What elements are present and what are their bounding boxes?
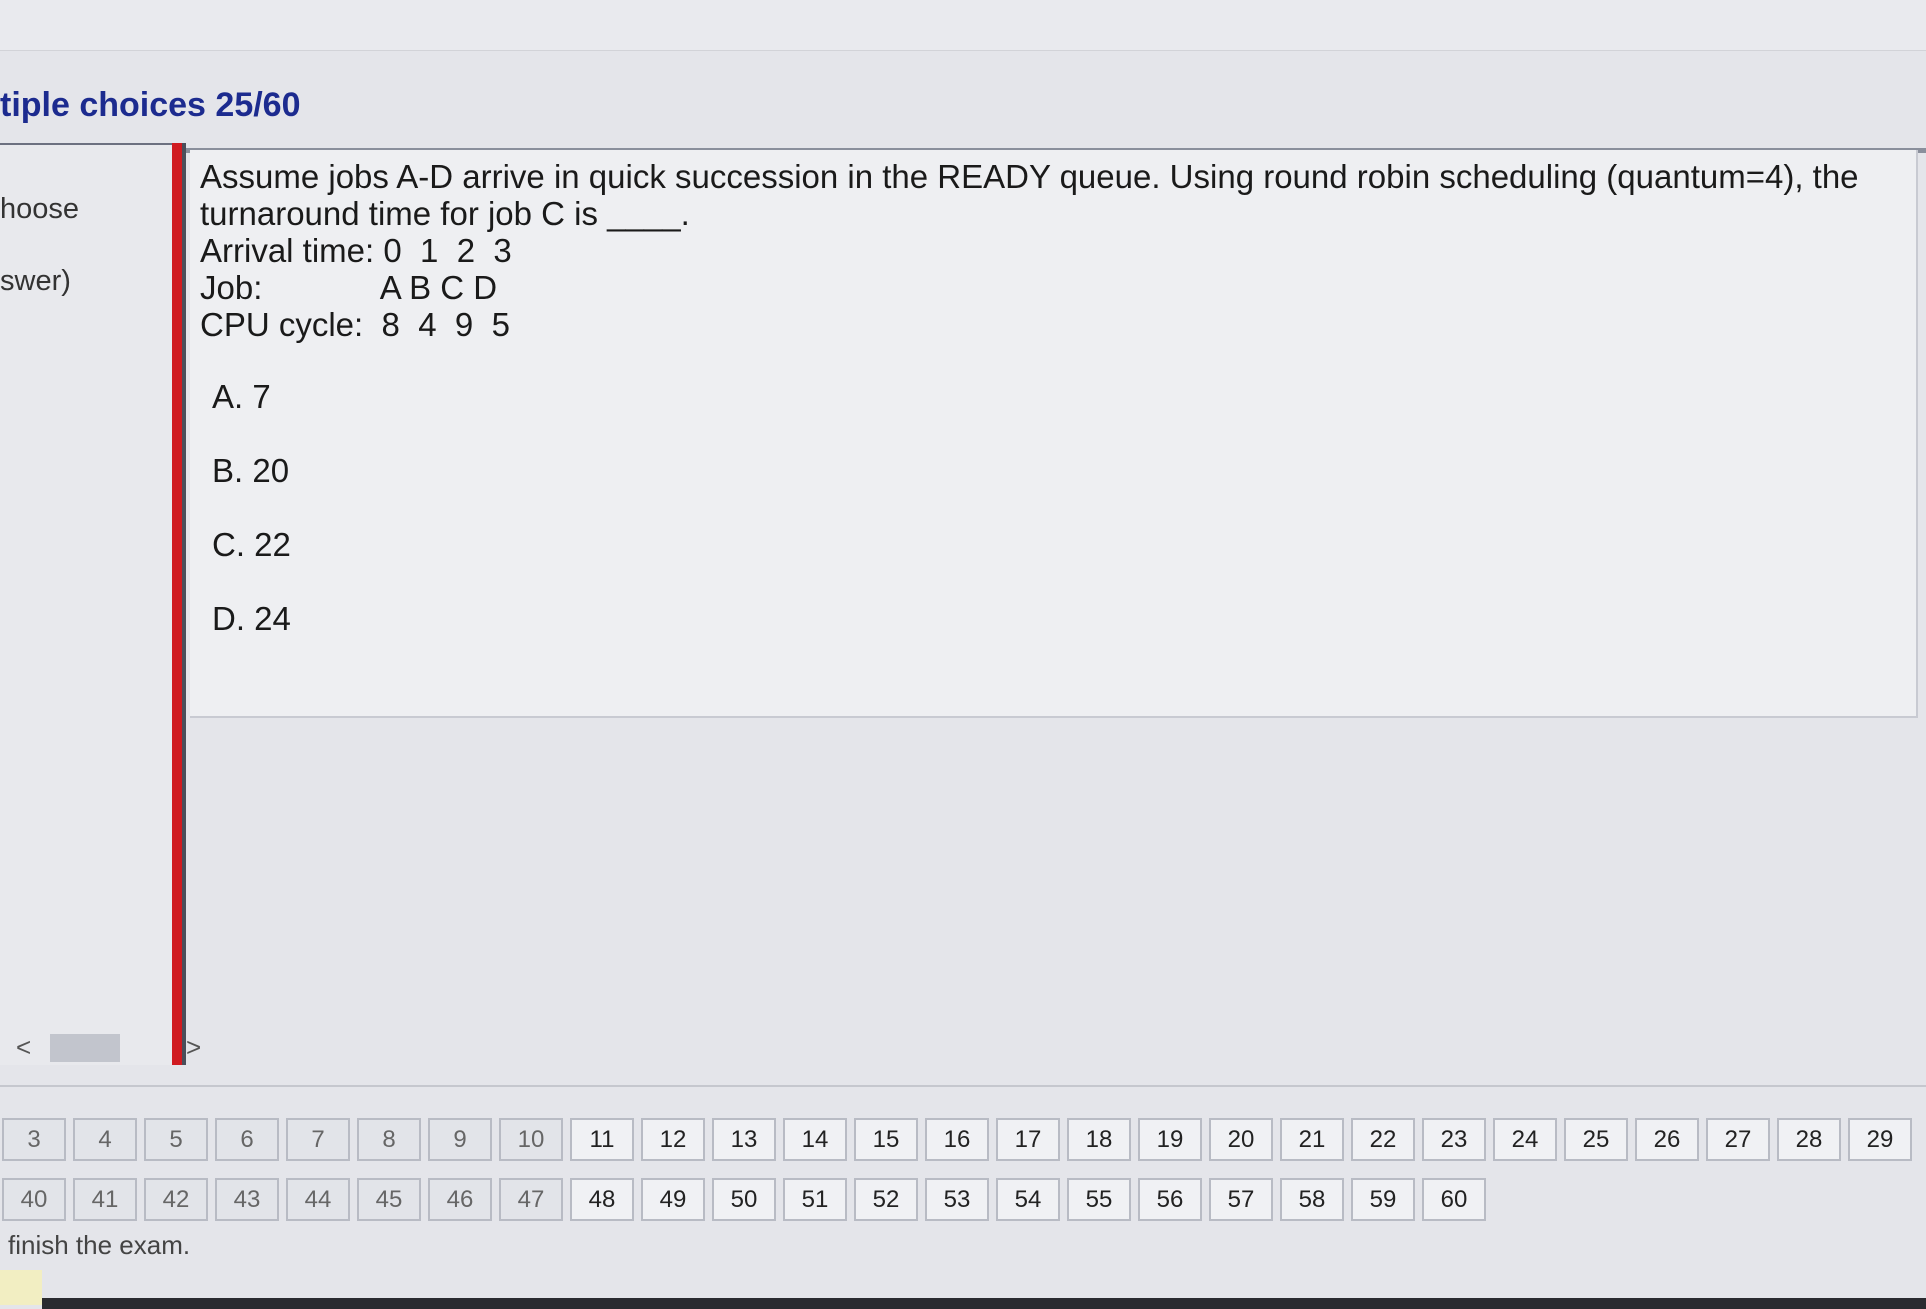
left-label-choose: hoose (0, 193, 80, 225)
question-nav-button[interactable]: 14 (783, 1118, 847, 1161)
question-nav-button[interactable]: 6 (215, 1118, 279, 1161)
question-nav-button[interactable]: 24 (1493, 1118, 1557, 1161)
question-nav-button[interactable]: 13 (712, 1118, 776, 1161)
question-nav-button[interactable]: 16 (925, 1118, 989, 1161)
question-nav-button[interactable]: 40 (2, 1178, 66, 1221)
question-nav-button[interactable]: 56 (1138, 1178, 1202, 1221)
question-nav-button[interactable]: 54 (996, 1178, 1060, 1221)
question-nav-button[interactable]: 57 (1209, 1178, 1273, 1221)
question-nav-button[interactable]: 44 (286, 1178, 350, 1221)
question-nav-button[interactable]: 49 (641, 1178, 705, 1221)
question-nav-button[interactable]: 52 (854, 1178, 918, 1221)
question-nav-button[interactable]: 19 (1138, 1118, 1202, 1161)
question-panel (190, 150, 1918, 718)
question-text: Assume jobs A-D arrive in quick succession in the READY queue. Using round robin scheduling (quantum=4), the turnaround time for job C is ____. (200, 158, 1859, 232)
question-nav-button[interactable]: 15 (854, 1118, 918, 1161)
question-nav-button[interactable]: 28 (1777, 1118, 1841, 1161)
question-nav-button[interactable]: 7 (286, 1118, 350, 1161)
question-nav-button[interactable]: 5 (144, 1118, 208, 1161)
question-nav-button[interactable]: 41 (73, 1178, 137, 1221)
question-nav-button[interactable]: 3 (2, 1118, 66, 1161)
option-d[interactable]: D. 24 (212, 600, 291, 637)
bottom-rule (0, 1085, 1926, 1087)
question-nav-button[interactable]: 10 (499, 1118, 563, 1161)
splitter-edge (182, 143, 186, 1065)
question-nav-button[interactable]: 47 (499, 1178, 563, 1221)
finish-exam-text: finish the exam. (8, 1230, 191, 1260)
question-nav-button[interactable]: 43 (215, 1178, 279, 1221)
question-nav-button[interactable]: 25 (1564, 1118, 1628, 1161)
question-nav-button[interactable]: 23 (1422, 1118, 1486, 1161)
question-nav-button[interactable]: 45 (357, 1178, 421, 1221)
question-nav-button[interactable]: 48 (570, 1178, 634, 1221)
arrival-time-line: Arrival time: 0 1 2 3 (200, 232, 512, 269)
question-nav-button[interactable]: 58 (1280, 1178, 1344, 1221)
question-nav-button[interactable]: 11 (570, 1118, 634, 1161)
question-nav-button[interactable]: 8 (357, 1118, 421, 1161)
panel-splitter[interactable] (172, 143, 182, 1065)
question-nav-button[interactable]: 50 (712, 1178, 776, 1221)
left-label-answer: swer) (0, 265, 71, 297)
scroll-right-arrow-icon[interactable]: > (186, 1032, 202, 1062)
status-indicator (0, 1270, 42, 1305)
question-nav-button[interactable]: 60 (1422, 1178, 1486, 1221)
option-a[interactable]: A. 7 (212, 378, 271, 415)
top-bar (0, 0, 1926, 51)
question-nav-button[interactable]: 18 (1067, 1118, 1131, 1161)
job-line: Job: A B C D (200, 269, 498, 306)
question-nav-button[interactable]: 51 (783, 1178, 847, 1221)
option-c[interactable]: C. 22 (212, 526, 291, 563)
question-nav-button[interactable]: 17 (996, 1118, 1060, 1161)
question-nav-button[interactable]: 53 (925, 1178, 989, 1221)
section-title: tiple choices 25/60 (0, 86, 301, 124)
question-nav-button[interactable]: 55 (1067, 1178, 1131, 1221)
bottom-edge (42, 1298, 1926, 1309)
question-nav-button[interactable]: 22 (1351, 1118, 1415, 1161)
option-b[interactable]: B. 20 (212, 452, 290, 489)
scroll-left-arrow-icon[interactable]: < (16, 1032, 32, 1062)
question-nav-button[interactable]: 26 (1635, 1118, 1699, 1161)
question-nav-button[interactable]: 42 (144, 1178, 208, 1221)
question-nav-button[interactable]: 27 (1706, 1118, 1770, 1161)
question-nav-button[interactable]: 21 (1280, 1118, 1344, 1161)
scrollbar-thumb[interactable] (50, 1034, 120, 1062)
cpu-cycle-line: CPU cycle: 8 4 9 5 (200, 306, 510, 343)
question-nav-button[interactable]: 20 (1209, 1118, 1273, 1161)
question-nav-button[interactable]: 4 (73, 1118, 137, 1161)
left-panel (0, 143, 176, 1065)
question-nav-button[interactable]: 59 (1351, 1178, 1415, 1221)
question-nav-button[interactable]: 9 (428, 1118, 492, 1161)
question-nav-button[interactable]: 12 (641, 1118, 705, 1161)
question-nav-button[interactable]: 29 (1848, 1118, 1912, 1161)
question-nav-button[interactable]: 46 (428, 1178, 492, 1221)
